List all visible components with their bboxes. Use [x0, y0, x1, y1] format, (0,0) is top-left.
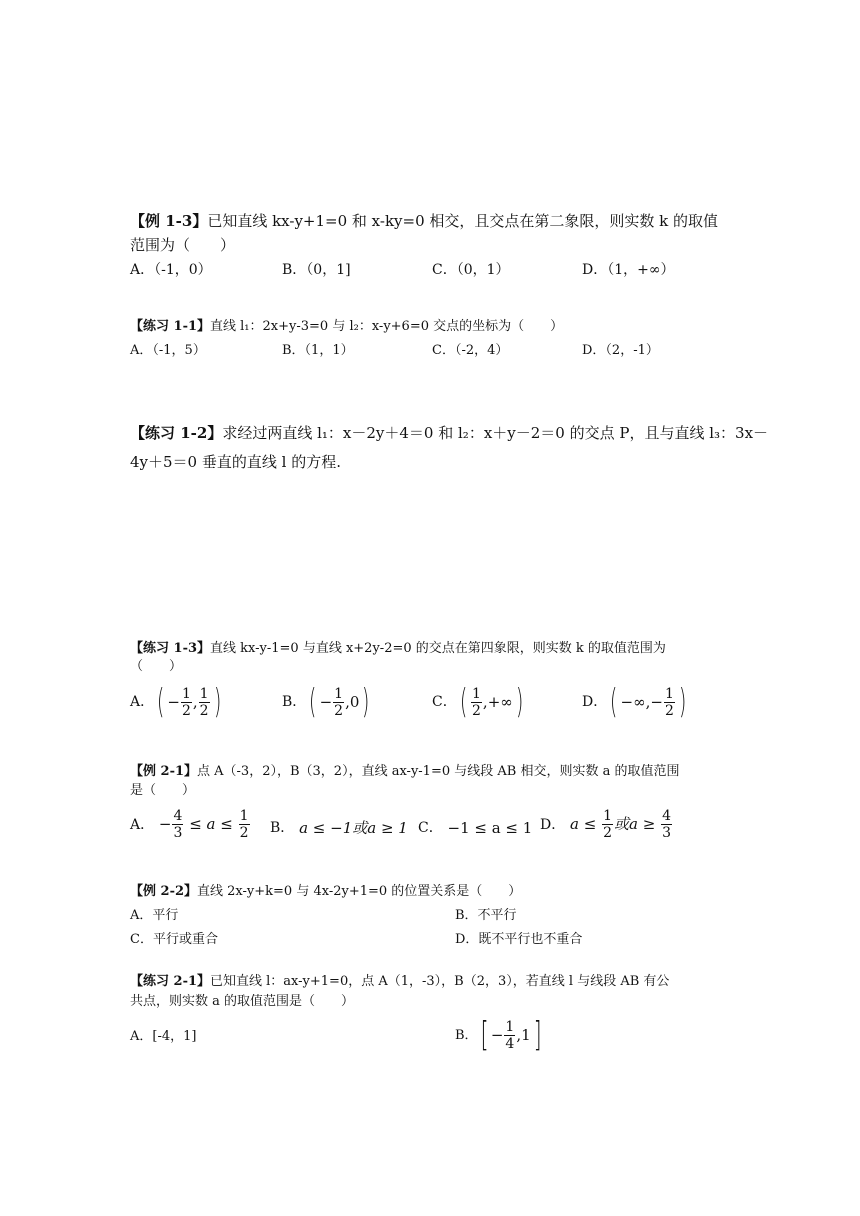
question-text-line2: 是（ ）	[130, 783, 196, 798]
option-a: A．（-1，0）	[130, 262, 212, 278]
option-b: B． a ≤ −1或a ≥ 1	[270, 818, 408, 837]
question-text-line1: 【例 2-2】直线 2x-y+k=0 与 4x-2y+1=0 的位置关系是（ ）	[130, 884, 522, 899]
question-text-line2: 共点，则实数 a 的取值范围是（ ）	[130, 994, 355, 1009]
option-b: B． [ − $\frac{1}{4}$ ,1 ]	[455, 1015, 542, 1055]
option-a: A．平行	[130, 908, 179, 923]
question-text-line1: 【练习 2-1】已知直线 l：ax-y+1=0，点 A（1，-3），B（2，3），若直线 l 与线段 AB 有公	[130, 974, 670, 989]
question-text-line1: 【练习 1-1】直线 l₁：2x+y-3=0 与 l₂：x-y+6=0 交点的坐标为（ ）	[130, 319, 564, 334]
option-c: C． −1 ≤ a ≤ 1	[418, 818, 533, 837]
option-c: C．（0，1）	[432, 262, 510, 278]
question-tag: 【例 2-2】	[130, 884, 198, 899]
question-text-line2: 4y＋5＝0 垂直的直线 l 的方程.	[130, 453, 341, 471]
option-d: D． a ≤ $\frac{1}{2}$ 或a ≥ $\frac{4}{3}$	[540, 808, 671, 841]
option-a: A．[-4，1]	[130, 1029, 197, 1044]
question-tag: 【例 2-1】	[130, 764, 198, 779]
option-d: D．既不平行也不重合	[455, 932, 583, 947]
option-b: B． ( − $\frac{1}{2}$ , 0 )	[282, 682, 370, 722]
question-tag: 【例 1-3】	[130, 212, 208, 230]
question-text-line1: 【例 1-3】已知直线 kx-y+1=0 和 x-ky=0 相交，且交点在第二象限，则实数 k 的取值	[130, 212, 719, 230]
option-b: B．（0，1]	[282, 262, 351, 278]
option-c: C．平行或重合	[130, 932, 218, 947]
question-tag: 【练习 1-3】	[130, 641, 211, 656]
question-tag: 【练习 1-1】	[130, 319, 211, 334]
option-a: A． ( − $\frac{1}{2}$ , $\frac{1}{2}$ )	[130, 682, 221, 722]
option-b: B．不平行	[455, 908, 517, 923]
question-tag: 【练习 1-2】	[130, 424, 223, 442]
question-tag: 【练习 2-1】	[130, 974, 211, 989]
option-c: C． ( $\frac{1}{2}$ , +∞ )	[432, 682, 524, 722]
option-a: A．（-1，5）	[130, 343, 206, 358]
option-c: C．（-2，4）	[432, 343, 509, 358]
question-text-line1: 【练习 1-3】直线 kx-y-1=0 与直线 x+2y-2=0 的交点在第四象限，则实数 k 的取值范围为	[130, 641, 666, 656]
question-text-line2: 范围为（ ）	[130, 236, 236, 254]
option-b: B．（1，1）	[282, 343, 354, 358]
option-d: D．（1，+∞）	[582, 262, 675, 278]
option-d: D． ( −∞ , − $\frac{1}{2}$ )	[582, 682, 687, 722]
question-text-line2: （ ）	[130, 659, 183, 674]
question-text-line1: 【例 2-1】点 A（-3，2），B（3，2），直线 ax-y-1=0 与线段 AB 相交，则实数 a 的取值范围	[130, 764, 680, 779]
option-d: D．（2，-1）	[582, 343, 659, 358]
option-a: A． − $\frac{4}{3}$ ≤ a ≤ $\frac{1}{2}$	[130, 808, 249, 841]
question-text-line1: 【练习 1-2】求经过两直线 l₁：x－2y＋4＝0 和 l₂：x＋y－2＝0 的交点 P，且与直线 l₃：3x－	[130, 424, 769, 442]
